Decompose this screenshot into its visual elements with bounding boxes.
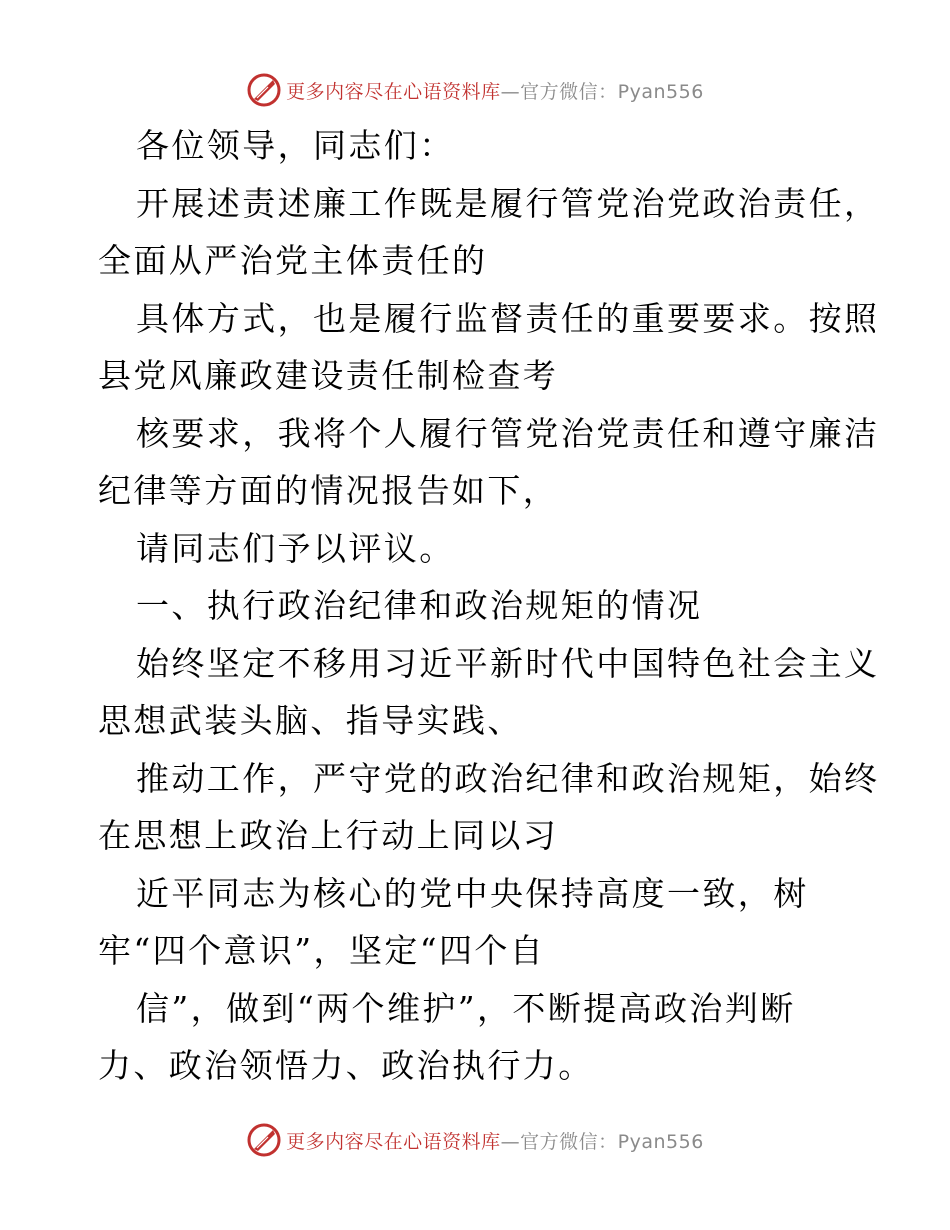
text-line: 全面从严治党主体责任的 (98, 241, 488, 280)
text-line: 始终坚定不移用习近平新时代中国特色社会主义 (136, 643, 880, 683)
text-line: 思想武装头脑、指导实践、 (98, 701, 523, 740)
text-line: 一、执行政治纪律和政治规矩的情况 (136, 586, 703, 625)
text-line: 推动工作，严守党的政治纪律和政治规矩，始终 (136, 758, 880, 798)
text-line: 县党风廉政建设责任制检查考 (98, 356, 559, 395)
document-body (98, 117, 880, 1095)
text-line: 请同志们予以评议。 (136, 528, 455, 568)
text-line: 开展述责述廉工作既是履行管党治党政治责任， (136, 183, 880, 223)
quill-logo-icon (246, 72, 282, 108)
text-line: 牢“四个意识”，坚定“四个自 (98, 931, 546, 970)
text-line: 各位领导，同志们： (136, 126, 455, 165)
watermark-text: 更多内容尽在心语资料库—官方微信：Pyan556 (286, 1130, 704, 1153)
quill-logo-icon (246, 1122, 282, 1158)
text-line: 力、政治领悟力、政治执行力。 (98, 1046, 594, 1085)
text-line: 纪律等方面的情况报告如下， (98, 471, 559, 510)
text-line: 信”，做到“两个维护”，不断提高政治判断 (136, 988, 796, 1028)
footer-watermark (0, 1120, 950, 1160)
text-line: 具体方式，也是履行监督责任的重要要求。按照 (136, 298, 880, 338)
header-watermark (0, 70, 950, 110)
watermark-text: 更多内容尽在心语资料库—官方微信：Pyan556 (286, 80, 704, 103)
text-line: 在思想上政治上行动上同以习 (98, 816, 559, 855)
text-line: 近平同志为核心的党中央保持高度一致，树 (136, 873, 809, 913)
text-line: 核要求，我将个人履行管党治党责任和遵守廉洁 (136, 413, 880, 453)
